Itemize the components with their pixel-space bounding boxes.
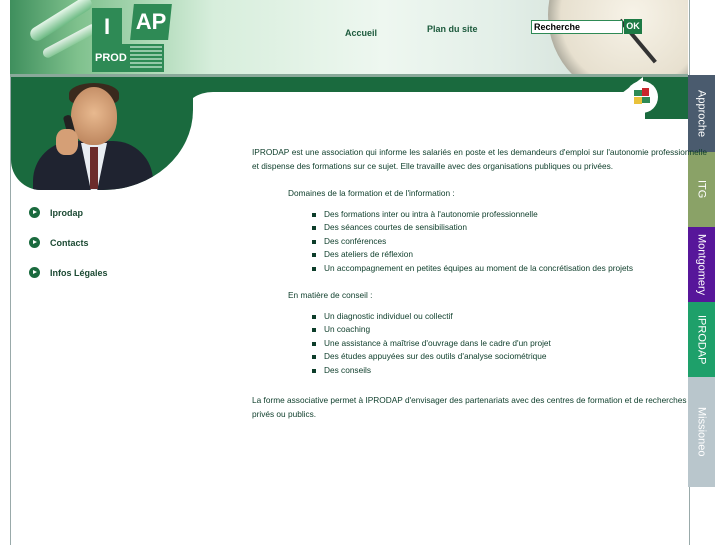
section-title: Domaines de la formation et de l'information : <box>288 188 455 198</box>
puzzle-icon <box>622 80 662 114</box>
logo-ap-text: AP <box>135 9 167 34</box>
clock-decoration <box>548 0 688 74</box>
list-item: Des séances courtes de sensibilisation <box>312 221 707 235</box>
logo-ap-block[interactable] <box>130 4 172 40</box>
tab-label: Missioneo <box>695 407 708 457</box>
logo-prod-block[interactable] <box>92 44 164 72</box>
list-item: Des études appuyées sur des outils d'analyse sociométrique <box>312 350 707 364</box>
main-content <box>252 146 707 421</box>
nav-plan-link[interactable]: Plan du site <box>427 24 478 34</box>
logo-prod-text: PROD <box>95 52 127 64</box>
outro-paragraph: La forme associative permet à IPRODAP d'envisager des partenariats avec des centres de formation et de recherches privés ou publics. <box>252 395 687 419</box>
tab-approche[interactable] <box>688 75 715 152</box>
tab-label: IPRODAP <box>695 314 708 365</box>
logo-tagline-lines <box>130 46 162 70</box>
list-item: Des conférences <box>312 235 707 249</box>
list-item: Des ateliers de réflexion <box>312 248 707 262</box>
section-title: En matière de conseil : <box>288 290 373 300</box>
man-hand <box>56 129 78 155</box>
man-face <box>71 87 117 145</box>
search-input[interactable] <box>531 20 623 34</box>
tab-label: Montgomery <box>695 233 708 296</box>
sidebar-item-label: Iprodap <box>50 207 83 218</box>
bullet-list <box>252 208 707 276</box>
arrow-bullet-icon <box>29 207 40 218</box>
sidebar-item-label: Infos Légales <box>50 267 108 278</box>
sidebar-item-iprodap[interactable] <box>29 207 83 218</box>
sidebar-item-label: Contacts <box>50 237 89 248</box>
banner-curve <box>185 92 645 119</box>
bullet-list <box>252 310 707 378</box>
list-item: Un coaching <box>312 323 707 337</box>
sidebar-item-infos-legales[interactable] <box>29 267 108 278</box>
logo-i-text: I <box>103 14 111 39</box>
nav-accueil-link[interactable]: Accueil <box>345 28 378 38</box>
list-item: Des formations inter ou intra à l'autonomie professionnelle <box>312 208 707 222</box>
tab-label: Approche <box>695 89 708 138</box>
arrow-bullet-icon <box>29 267 40 278</box>
list-item: Un accompagnement en petites équipes au moment de la concrétisation des projets <box>312 262 707 276</box>
search-ok-button[interactable]: OK <box>624 19 642 34</box>
list-item: Des conseils <box>312 364 707 378</box>
list-item: Une assistance à maîtrise d'ouvrage dans le cadre d'un projet <box>312 337 707 351</box>
sidebar-item-contacts[interactable] <box>29 237 89 248</box>
arrow-bullet-icon <box>29 237 40 248</box>
man-tie <box>90 147 98 189</box>
list-item: Un diagnostic individuel ou collectif <box>312 310 707 324</box>
tab-label: ITG <box>695 180 708 199</box>
intro-paragraph: IPRODAP est une association qui informe les salariés en poste et les demandeurs d'emploi sur l'autonomie professionnelle et dispense des formations sur ce sujet. Elle travaille avec des organisations publiques ou privées. <box>252 147 707 171</box>
